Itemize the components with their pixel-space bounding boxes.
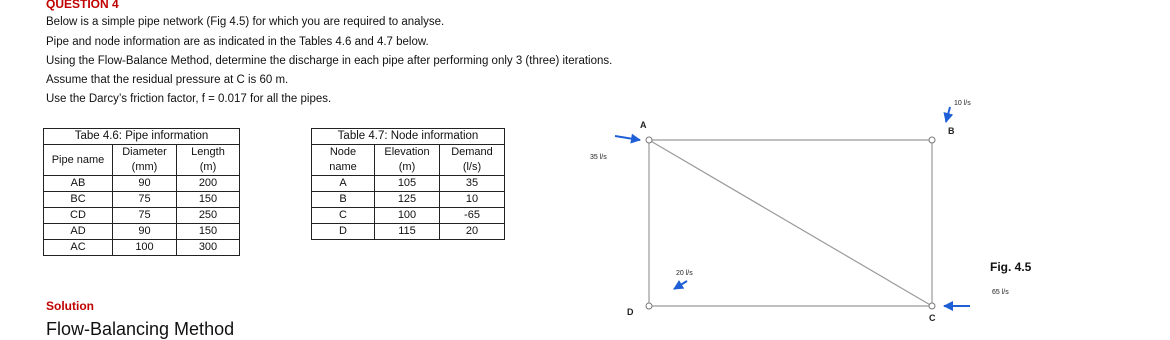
length-cell: 200 <box>177 176 240 192</box>
pipe-name-cell: AB <box>44 176 113 192</box>
node-cell: A <box>312 176 375 192</box>
node-b-marker <box>929 137 935 143</box>
pipe-table-caption: Tabe 4.6: Pipe information <box>44 129 240 145</box>
elevation-unit: (m) <box>375 160 440 176</box>
flow-arrow-d <box>674 281 687 289</box>
flow-arrow-b <box>946 107 950 122</box>
demand-cell: 10 <box>440 192 505 208</box>
pipe-name-header: Pipe name <box>44 145 113 176</box>
elevation-cell: 105 <box>375 176 440 192</box>
pipe-name-cell: CD <box>44 208 113 224</box>
diameter-cell: 100 <box>113 240 177 256</box>
pipe-name-cell: AD <box>44 224 113 240</box>
figure-label: Fig. 4.5 <box>990 260 1032 274</box>
pipes <box>649 140 932 306</box>
node-cell: B <box>312 192 375 208</box>
question-line-2: Pipe and node information are as indicated in the Tables 4.6 and 4.7 below. <box>46 36 429 48</box>
node-d-marker <box>646 303 652 309</box>
question-title: QUESTION 4 <box>46 0 119 11</box>
pipe-ac <box>649 140 932 306</box>
length-cell: 250 <box>177 208 240 224</box>
node-header: Node <box>312 145 375 161</box>
flow-arrow-a <box>615 136 640 140</box>
node-a-marker <box>646 137 652 143</box>
length-header: Length <box>177 145 240 161</box>
elevation-cell: 100 <box>375 208 440 224</box>
node-cell: C <box>312 208 375 224</box>
flow-label-a: 35 l/s <box>590 154 607 161</box>
diameter-header: Diameter <box>113 145 177 161</box>
elevation-cell: 115 <box>375 224 440 240</box>
pipe-name-cell: AC <box>44 240 113 256</box>
node-c-label: C <box>929 313 936 323</box>
node-header-name: name <box>312 160 375 176</box>
node-a-label: A <box>640 120 647 130</box>
node-table-caption: Table 4.7: Node information <box>312 129 505 145</box>
pipe-name-cell: BC <box>44 192 113 208</box>
elevation-cell: 125 <box>375 192 440 208</box>
demand-unit: (l/s) <box>440 160 505 176</box>
diameter-cell: 90 <box>113 224 177 240</box>
length-cell: 150 <box>177 192 240 208</box>
flow-label-b: 10 l/s <box>954 100 971 107</box>
flow-label-d: 20 l/s <box>676 270 693 277</box>
node-cell: D <box>312 224 375 240</box>
node-d-label: D <box>627 307 634 317</box>
flow-label-c: 65 l/s <box>992 289 1009 296</box>
demand-header: Demand <box>440 145 505 161</box>
node-b-label: B <box>948 126 955 136</box>
length-unit: (m) <box>177 160 240 176</box>
demand-cell: 20 <box>440 224 505 240</box>
question-line-5: Use the Darcy’s friction factor, f = 0.017 for all the pipes. <box>46 93 332 105</box>
method-title: Flow-Balancing Method <box>46 319 235 339</box>
question-line-1: Below is a simple pipe network (Fig 4.5) for which you are required to analyse. <box>46 16 445 28</box>
question-line-3: Using the Flow-Balance Method, determine the discharge in each pipe after performing only 3 (three) iterations. <box>46 55 613 67</box>
diameter-cell: 90 <box>113 176 177 192</box>
elevation-header: Elevation <box>375 145 440 161</box>
solution-heading: Solution <box>46 299 94 313</box>
node-c-marker <box>929 303 935 309</box>
length-cell: 150 <box>177 224 240 240</box>
length-cell: 300 <box>177 240 240 256</box>
question-line-4: Assume that the residual pressure at C is 60 m. <box>46 74 289 86</box>
diameter-cell: 75 <box>113 192 177 208</box>
diameter-unit: (mm) <box>113 160 177 176</box>
demand-cell: -65 <box>440 208 505 224</box>
diameter-cell: 75 <box>113 208 177 224</box>
demand-cell: 35 <box>440 176 505 192</box>
